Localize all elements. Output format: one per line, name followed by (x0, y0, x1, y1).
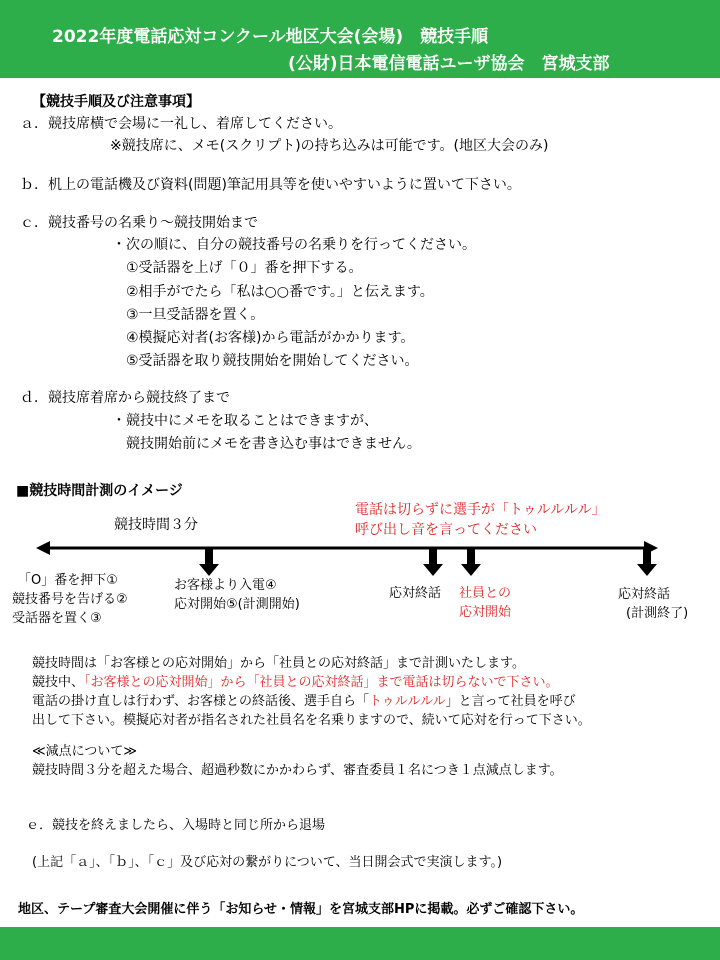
note-red-text: トゥルルルル (368, 694, 446, 709)
step-a-note: ※競技席に、メモ(スクリプト)の持ち込みは可能です。(地区大会のみ) (110, 138, 549, 154)
call-label: お客様より入電④ (174, 578, 277, 593)
deduction-text: 競技時間３分を超えた場合、超過秒数にかかわらず、審査委員１名につき１点減点します。 (32, 763, 563, 778)
call-label: 応対開始⑤(計測開始) (174, 597, 300, 612)
demo-note: (上記「ａ」、「ｂ」、「ｃ」及び応対の繋がりについて、当日開会式で実演します。) (32, 855, 503, 870)
note-red-text: 「お客様との応対開始」から「社員との応対終話」まで電話は切らないで下さい。 (84, 675, 559, 690)
note-line (32, 675, 559, 691)
note-text: 競技中、 (32, 675, 85, 690)
timeline-arrowhead-right (644, 541, 658, 555)
step-c-item: ③一旦受話器を置く。 (126, 307, 265, 323)
down-arrow-icon (637, 548, 657, 576)
end-call-label: 応対終話 (389, 586, 442, 601)
footer-banner (0, 927, 720, 960)
step-b: ｂ．机上の電話機及び資料(問題)筆記用具等を使いやすいように置いて下さい。 (20, 177, 521, 193)
note-line (32, 694, 576, 710)
step-d: ｄ．競技席着席から競技終了まで (20, 390, 230, 406)
note-line: 競技時間は「お客様との応対開始」から「社員との応対終話」まで計測いたします。 (32, 656, 525, 671)
left-step-label: 「O」番を押下① (18, 573, 118, 588)
timing-heading: ■競技時間計測のイメージ (16, 483, 183, 499)
timeline-arrowhead-left (36, 541, 50, 555)
down-arrow-icon (423, 548, 443, 576)
step-d-line: 競技開始前にメモを書き込む事はできません。 (126, 436, 421, 452)
left-step-label: 受話器を置く③ (12, 611, 102, 626)
website-notice: 地区、テープ審査大会開催に伴う「お知らせ・情報」を宮城支部HPに掲載。必ずご確認下さい。 (18, 902, 584, 917)
step-c-item: ④模擬応対者(お客様)から電話がかかります。 (126, 330, 415, 346)
step-c-item: ⑤受話器を取り競技開始を開始してください。 (126, 353, 419, 369)
staff-start-label: 社員との (459, 586, 512, 601)
deduction-heading: ≪減点について≫ (32, 744, 137, 759)
step-e: ｅ．競技を終えましたら、入場時と同じ所から退場 (26, 818, 326, 833)
step-c-item: ①受話器を上げ「０」番を押下する。 (126, 260, 363, 276)
header-banner (0, 0, 720, 78)
left-step-label: 競技番号を告げる② (12, 592, 128, 607)
red-instruction: 電話は切らずに選手が「トゥルルルル」 (355, 502, 606, 518)
duration-label: 競技時間３分 (114, 517, 198, 533)
procedure-heading: 【競技手順及び注意事項】 (32, 94, 200, 110)
step-a: ａ．競技席横で会場に一礼し、着席してください。 (20, 116, 342, 132)
step-c-intro: ・次の順に、自分の競技番号の名乗りを行ってください。 (112, 237, 476, 253)
staff-start-label: 応対開始 (459, 605, 512, 620)
down-arrow-icon (461, 548, 481, 576)
step-c-item: ②相手がでたら「私は○○番です。」と伝えます。 (126, 284, 434, 300)
step-d-line: ・競技中にメモを取ることはできますが、 (112, 413, 378, 429)
page-title: 2022年度電話応対コンクール地区大会(会場) 競技手順 (52, 27, 489, 47)
step-c: ｃ．競技番号の名乗り～競技開始まで (20, 215, 258, 231)
note-text: 電話の掛け直しは行わず、お客様との終話後、選手自ら「 (32, 694, 369, 709)
down-arrow-icon (199, 548, 219, 576)
note-line: 出して下さい。模擬応対者が指名された社員名を名乗りますので、続いて応対を行って下さい。 (32, 713, 591, 728)
organization-name: (公財)日本電信電話ユーザ協会 宮城支部 (288, 54, 610, 74)
final-label: (計測終了) (626, 606, 689, 621)
red-instruction: 呼び出し音を言ってください (355, 522, 537, 538)
note-text: 」と言って社員を呼び (445, 694, 576, 709)
final-label: 応対終話 (618, 587, 671, 602)
